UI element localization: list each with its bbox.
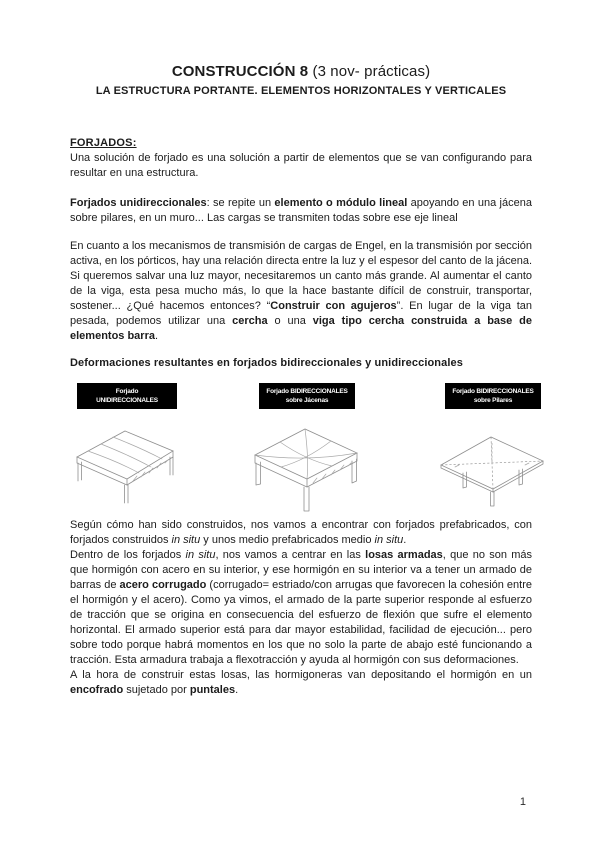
paragraph-losas-armadas: Dentro de los forjados in situ, nos vamos a centrar en las losas armadas, que no son más que hormigón con acero en su interior, y ese hormigón en su interior va a tener un armado de barras de acero corrugado (corrugado= estriado/con arrugas que favorecen la cohesión entre el hormigón y el acero). Como ya vimos, el armado de la parte superior responde al esfuerzo de tracción que se origina en consecuencia del esfuerzo de flexión que sufre el elemento horizontal. El armado superior está para dar mayor estabilidad, facilidad de ejecución... pero sobre todo porque habrá momentos en los que no solo la parte de abajo esté funcionando a tracción. Esta armadura trabaja a flexotracción y ayuda al hormigón con sus deformaciones. (70, 549, 533, 666)
paragraph-forjados-intro: Una solución de forjado es una solución a partir de elementos que se van configurando para resultar en una estructura. (70, 152, 532, 179)
figure-unidireccional (62, 383, 192, 507)
figure-bidireccional-pilares (428, 383, 558, 510)
figure-caption-line1: Forjado (115, 388, 139, 395)
figure-caption (445, 383, 541, 409)
document-title: CONSTRUCCIÓN 8 (3 nov- prácticas) (171, 63, 431, 80)
figures-row (70, 383, 532, 510)
figure-caption-line2: sobre Pilares (473, 397, 513, 404)
unidirectional-slab-sketch (67, 415, 187, 507)
figure-caption (259, 383, 355, 409)
paragraph-segun-construidos: Según cómo han sido construidos, nos vamos a encontrar con forjados prefabricados, con forjados construidos in situ y unos medio prefabricados medio in situ. (70, 519, 532, 546)
figure-caption-line2: UNIDIRECCIONALES (96, 397, 158, 404)
figure-bidireccional-jacenas (242, 383, 372, 515)
bidirectional-slab-on-beams-sketch (247, 415, 367, 515)
figure-caption (77, 383, 177, 409)
figure-caption-line1: Forjado BIDIRECCIONALES (452, 388, 534, 395)
paragraph-encofrado: A la hora de construir estas losas, las hormigoneras van depositando el hormigón en un encofrado sujetado por puntales. (70, 669, 532, 696)
section-heading-deformaciones: Deformaciones resultantes en forjados bidireccionales y unidireccionales (70, 357, 463, 369)
page-content (70, 63, 532, 698)
paragraph-forjados-unidireccionales: Forjados unidireccionales: se repite un elemento o módulo lineal apoyando en una jácena sobre pilares, en un muro... Las cargas se transmiten todas sobre ese eje lineal (70, 197, 532, 224)
page-number: 1 (519, 796, 526, 808)
figure-caption-line2: sobre Jácenas (285, 397, 329, 404)
paragraph-mecanismos-transmision: En cuanto a los mecanismos de transmisión de cargas de Engel, en la transmisión por sección activa, en los pórticos, hay una relación directa entre la luz y el espesor del canto de la jácena. Si queremos salvar una luz mayor, necesitaremos un canto más grande. Al aumentar el canto de la viga, esta pesa mucho más, lo que la hace bastante difícil de construir, transportar, sostener... ¿Qué hacemos entonces? “Construir con agujeros”. En lugar de la viga tan pesada, podemos utilizar una cercha o una viga tipo cercha construida a base de elementos barra. (70, 240, 533, 342)
bidirectional-slab-on-pillars-sketch (433, 415, 553, 510)
section-heading-forjados: FORJADOS: (70, 137, 137, 149)
figure-caption-line1: Forjado BIDIRECCIONALES (266, 388, 348, 395)
document-subtitle: LA ESTRUCTURA PORTANTE. ELEMENTOS HORIZONTALES Y VERTICALES (95, 85, 507, 97)
